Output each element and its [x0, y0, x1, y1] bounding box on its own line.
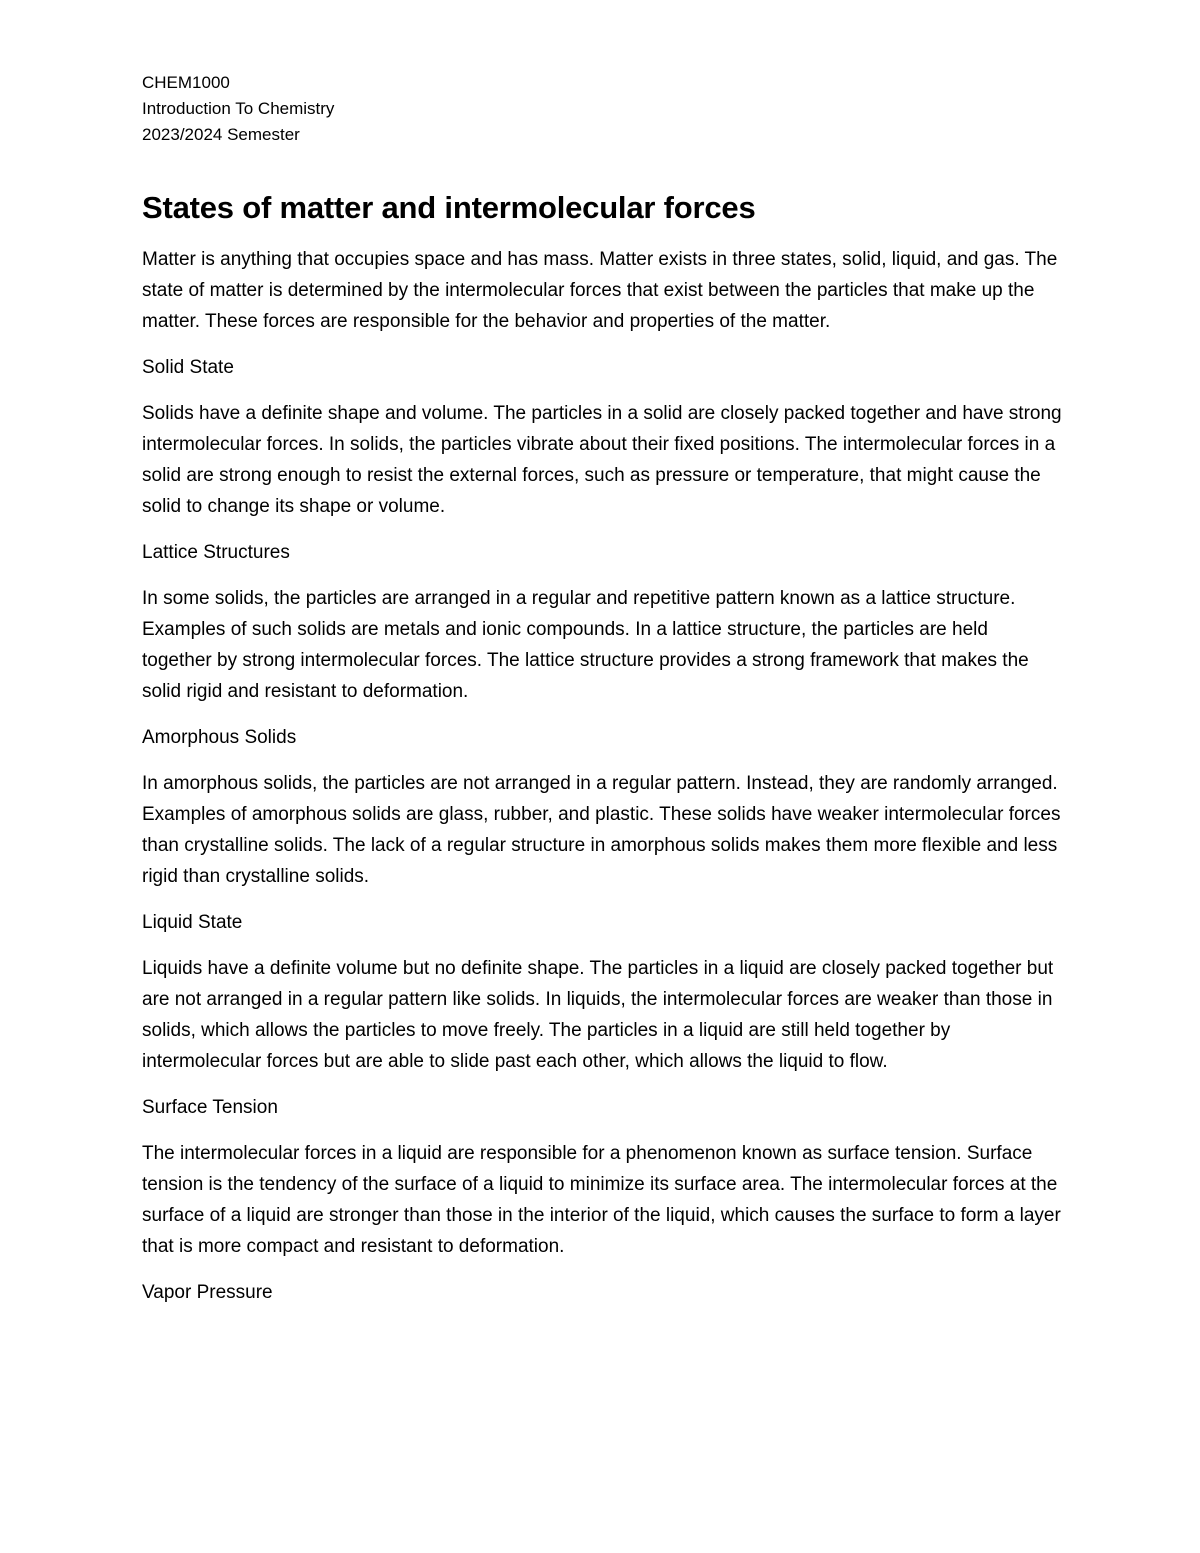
- paragraph-liquid-state: Liquids have a definite volume but no definite shape. The particles in a liquid are closely packed together but are not arranged in a regular pattern like solids. In liquids, the intermolecular forces are weaker than those in solids, which allows the particles to move freely. The particles in a liquid are still held together by intermolecular forces but are able to slide past each other, which allows the liquid to flow.: [142, 958, 1054, 1072]
- document-page: [142, 70, 1062, 1323]
- subheading-solid-state: Solid State: [142, 357, 234, 378]
- course-name: Introduction To Chemistry: [142, 99, 335, 118]
- paragraph-solid-state: Solids have a definite shape and volume. The particles in a solid are closely packed together and have strong intermolecular forces. In solids, the particles vibrate about their fixed positions. The intermolecular forces in a solid are strong enough to resist the external forces, such as pressure or temperature, that might cause the solid to change its shape or volume.: [142, 403, 1062, 517]
- subheading-liquid-state: Liquid State: [142, 912, 243, 933]
- semester: 2023/2024 Semester: [142, 125, 300, 144]
- subheading-amorphous-solids: Amorphous Solids: [142, 727, 297, 748]
- paragraph-amorphous-solids: In amorphous solids, the particles are not arranged in a regular pattern. Instead, they are randomly arranged. Examples of amorphous solids are glass, rubber, and plastic. These solids have weaker intermolecular forces than crystalline solids. The lack of a regular structure in amorphous solids makes them more flexible and less rigid than crystalline solids.: [142, 773, 1061, 887]
- paragraph-lattice-structures: In some solids, the particles are arranged in a regular and repetitive pattern known as a lattice structure. Examples of such solids are metals and ionic compounds. In a lattice structure, the particles are held together by strong intermolecular forces. The lattice structure provides a strong framework that makes the solid rigid and resistant to deformation.: [142, 588, 1029, 702]
- subheading-lattice-structures: Lattice Structures: [142, 542, 290, 563]
- paragraph-surface-tension: The intermolecular forces in a liquid are responsible for a phenomenon known as surface tension. Surface tension is the tendency of the surface of a liquid to minimize its surface area. The intermolecular forces at the surface of a liquid are stronger than those in the interior of the liquid, which causes the surface to form a layer that is more compact and resistant to deformation.: [142, 1143, 1061, 1257]
- subheading-vapor-pressure: Vapor Pressure: [142, 1282, 273, 1303]
- course-code: CHEM1000: [142, 73, 230, 92]
- paragraph-intro: Matter is anything that occupies space and has mass. Matter exists in three states, solid, liquid, and gas. The state of matter is determined by the intermolecular forces that exist between the particles that make up the matter. These forces are responsible for the behavior and properties of the matter.: [142, 249, 1058, 332]
- document-title: States of matter and intermolecular forces: [142, 190, 756, 225]
- subheading-surface-tension: Surface Tension: [142, 1097, 278, 1118]
